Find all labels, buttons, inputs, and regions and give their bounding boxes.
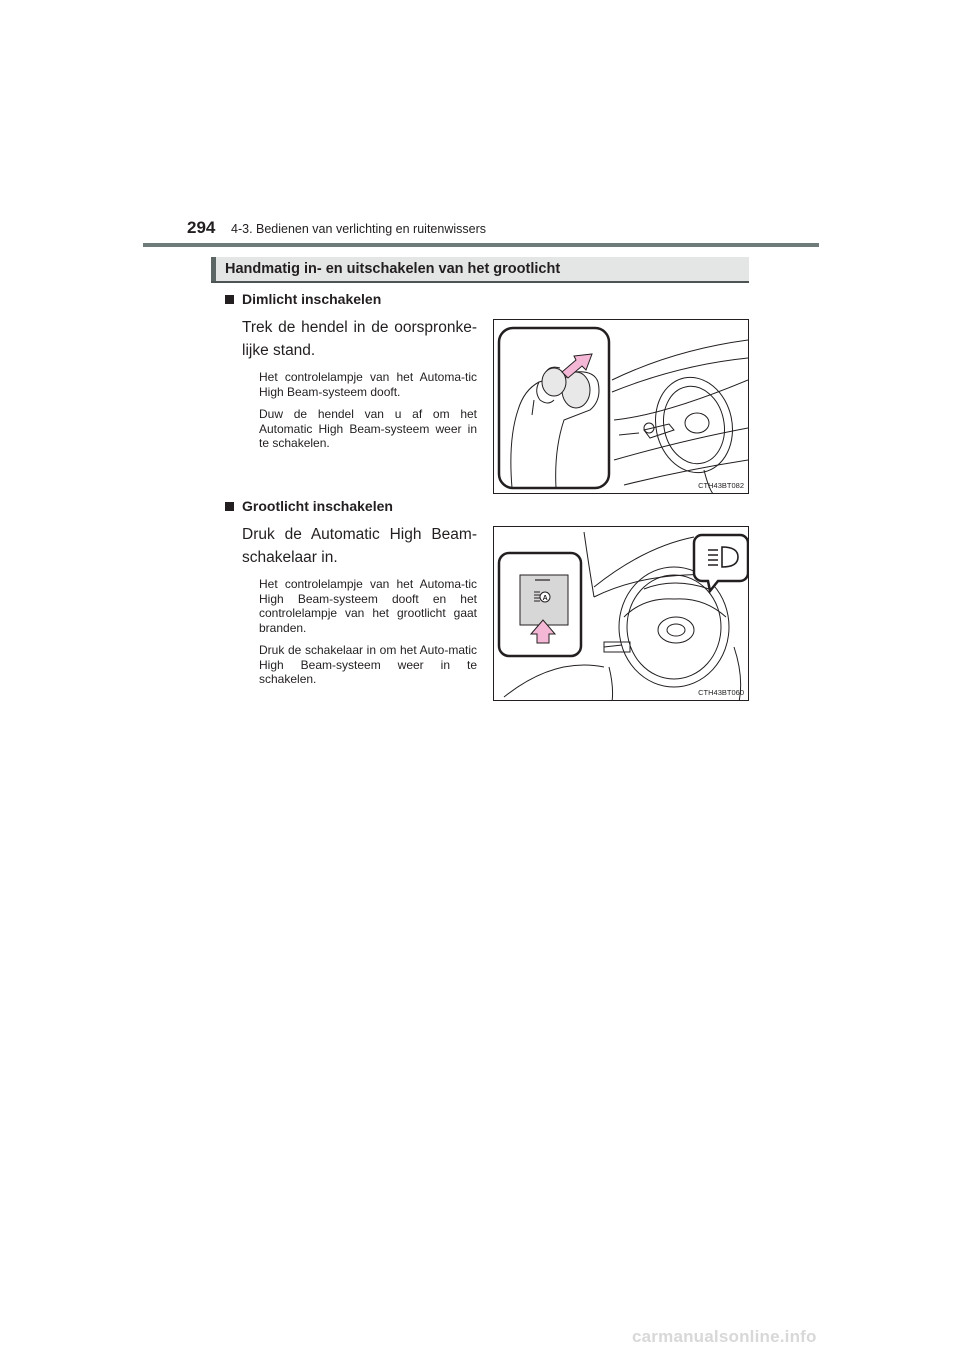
item-heading [225, 497, 477, 515]
item-note: Druk de schakelaar in om het Auto-matic High Beam-systeem weer in te schakelen. [259, 643, 477, 686]
item-heading-text: Dimlicht inschakelen [242, 291, 382, 307]
item-instruction: Druk de Automatic High Beam-schakelaar in. [242, 526, 477, 566]
item-note: Het controlelampje van het Automa-tic High Beam-systeem dooft. [259, 370, 477, 399]
item-instruction: Trek de hendel in de oorspronke-lijke stand. [242, 319, 477, 359]
lever-illustration [494, 320, 749, 494]
chapter-title: 4-3. Bedienen van verlichting en ruitenwissers [231, 222, 486, 236]
item-dimlicht [225, 290, 477, 451]
item-heading [225, 290, 477, 308]
header-rule [143, 243, 819, 247]
switch-illustration [494, 527, 749, 701]
figure-switch-press [493, 526, 749, 701]
item-note: Duw de hendel van u af om het Automatic High Beam-systeem weer in te schakelen. [259, 407, 477, 450]
square-bullet-icon [225, 295, 234, 304]
item-grootlicht [225, 497, 477, 687]
svg-text:A: A [542, 595, 548, 602]
page-number: 294 [187, 218, 216, 237]
figure-lever-pull [493, 319, 749, 494]
section-heading-bar [211, 257, 749, 283]
section-title: Handmatig in- en uitschakelen van het grootlicht [225, 261, 561, 277]
item-note: Het controlelampje van het Automa-tic High Beam-systeem dooft en het controlelampje van het grootlicht gaat branden. [259, 577, 477, 635]
watermark: carmanualsonline.info [632, 1327, 817, 1346]
item-heading-text: Grootlicht inschakelen [242, 498, 393, 514]
figure-code: CTH43BT060 [698, 688, 744, 697]
square-bullet-icon [225, 502, 234, 511]
section-accent [211, 257, 216, 281]
figure-code: CTH43BT082 [698, 481, 744, 490]
